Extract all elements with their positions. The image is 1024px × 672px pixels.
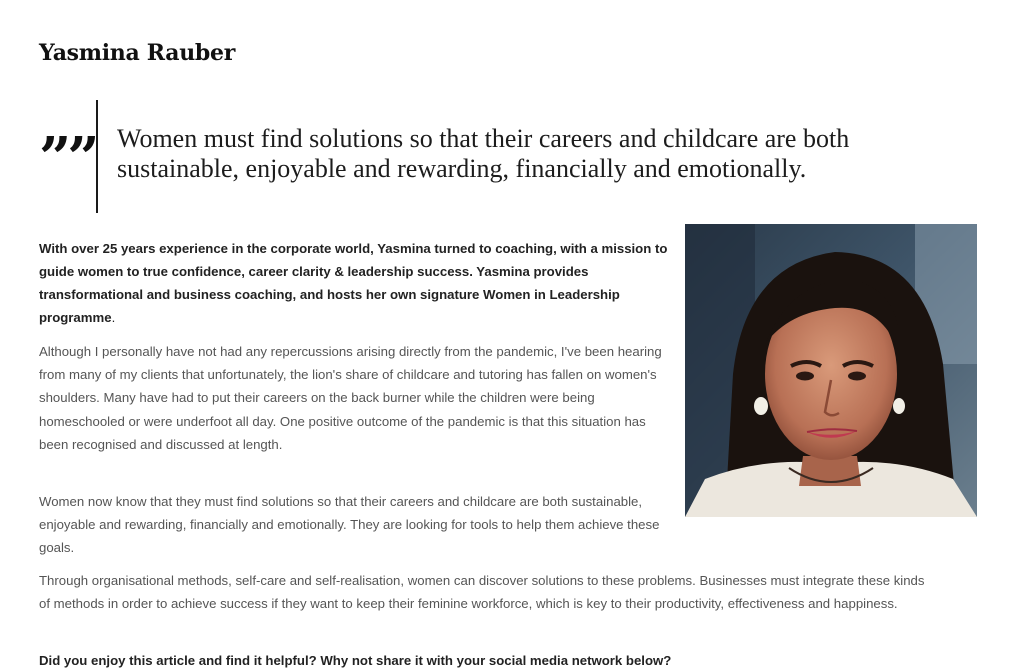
intro-end: . [111,310,116,325]
body-paragraph-3: Through organisational methods, self-care and self-realisation, women can discover solutions to these problems. Businesses must integrate these kinds of methods in order to achieve success if they want to keep their feminine workforce, which is key to their productivity, effectiveness and happiness. [39,573,925,612]
quote-mark-icon: ”” [39,125,96,191]
share-prompt: Did you enjoy this article and find it helpful? Why not share it with your social media network below? [39,653,672,668]
quote-text: Women must find solutions so that their careers and childcare are both sustainable, enjoyable and rewarding, financially and emotionally. [117,124,850,183]
author-name: Yasmina Rauber [39,40,235,66]
body-paragraph-2: Women now know that they must find solutions so that their careers and childcare are both sustainable, enjoyable and rewarding, financially and emotionally. They are looking for tools to help them achieve these goals. [39,494,660,556]
pull-quote [39,100,979,213]
intro-paragraph [39,237,679,329]
body-paragraph-1: Although I personally have not had any repercussions arising directly from the pandemic, I've been hearing from many of my clients that unfortunately, the lion's share of childcare and tutoring has fallen on women's shoulders. Many have had to put their careers on the back burner while the children were being homeschooled or were underfoot all day. One positive outcome of the pandemic is that this situation has been recognised and discussed at length. [39,344,662,452]
quote-divider [96,100,98,213]
intro-bold-text: With over 25 years experience in the corporate world, Yasmina turned to coaching, with a mission to guide women to true confidence, career clarity & leadership success. Yasmina provides transformational and business coaching, and hosts her own signature Women in Leadership programme [39,241,668,325]
author-photo [685,224,977,517]
